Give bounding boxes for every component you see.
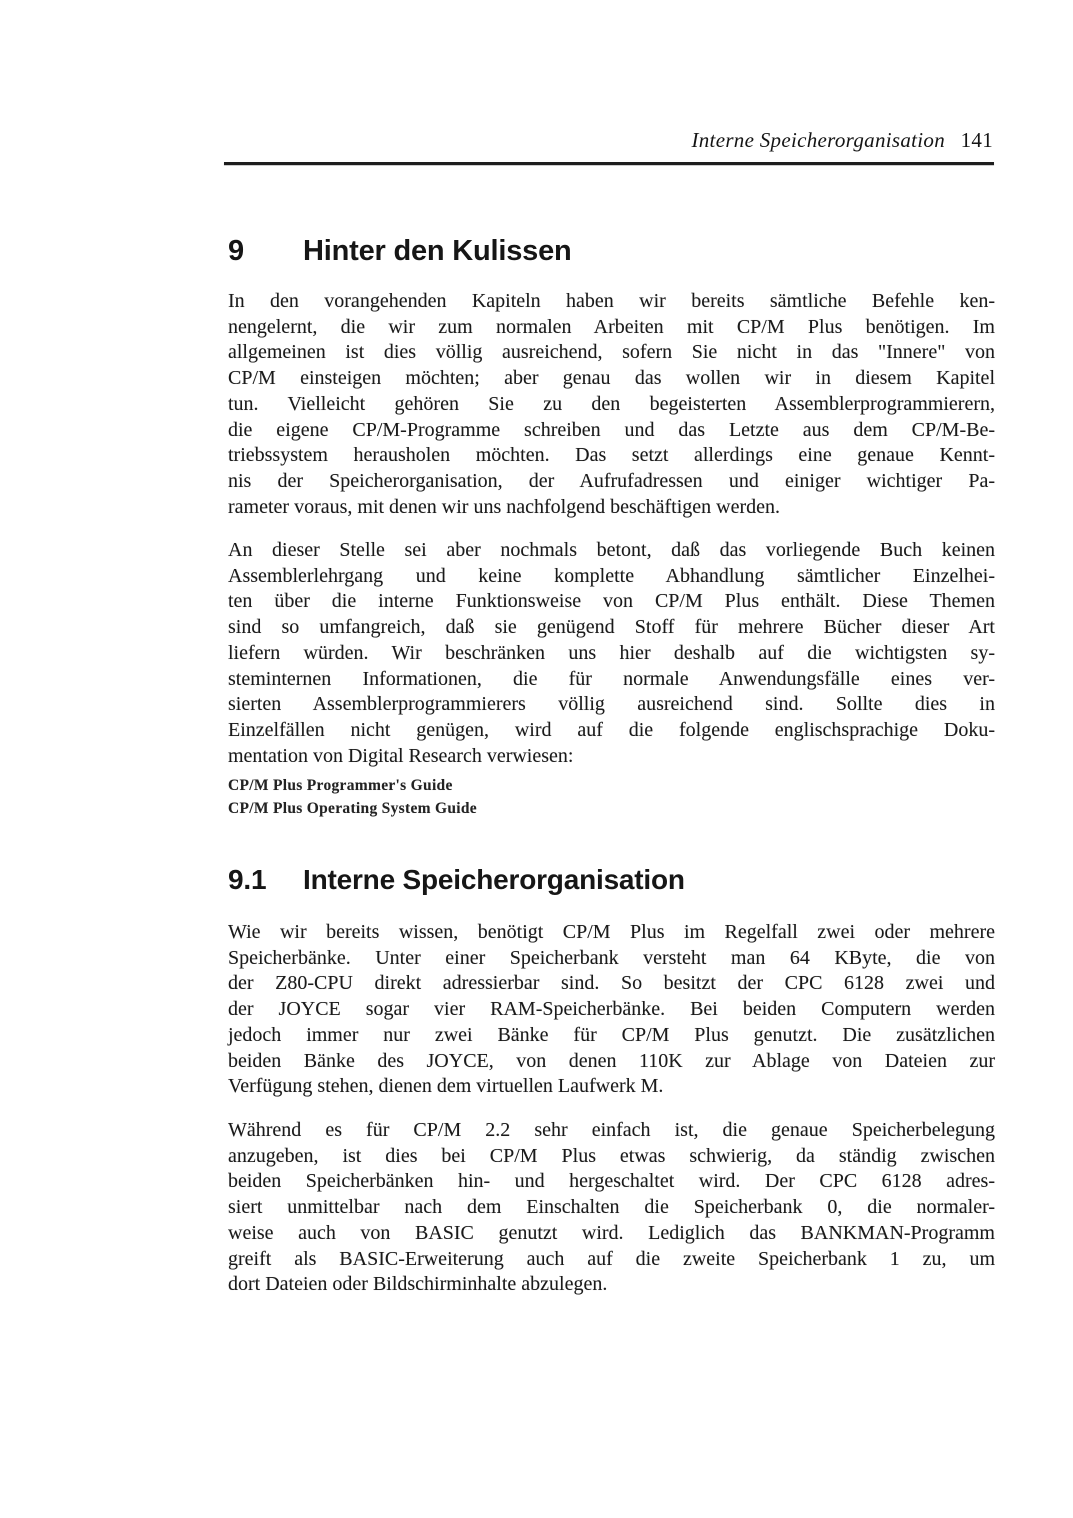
text-line: dort Dateien oder Bildschirminhalte abzulegen. xyxy=(228,1273,608,1296)
text-line: tun. Vielleicht gehören Sie zu den begeisterten Assemblerprogrammierern, xyxy=(228,392,995,415)
text-line: CP/M einsteigen möchten; aber genau das wollen wir in diesem Kapitel xyxy=(228,367,995,390)
text-line: Speicherbänke. Unter einer Speicherbank versteht man 64 KByte, die von xyxy=(228,946,995,969)
paragraph-bank-switching xyxy=(228,1118,995,1298)
section-number: 9.1 xyxy=(228,864,267,895)
text-line: sierten Assemblerprogrammierers völlig ausreichend sind. Sollte dies in xyxy=(228,693,995,716)
text-line: beiden Speicherbänken hin- und hergeschaltet wird. Der CPC 6128 adres- xyxy=(228,1170,995,1193)
text-line: liefern würden. Wir beschränken uns hier deshalb auf die wichtigsten sy- xyxy=(228,641,995,664)
reference-item: CP/M Plus Operating System Guide xyxy=(228,799,477,817)
text-line: die eigene CP/M-Programme schreiben und das Letzte aus dem CP/M-Be- xyxy=(228,418,995,441)
text-line: rameter voraus, mit denen wir uns nachfolgend beschäftigen werden. xyxy=(228,495,781,518)
chapter-heading xyxy=(228,235,998,268)
text-line: der JOYCE sogar vier RAM-Speicherbänke. Bei beiden Computern werden xyxy=(228,998,995,1021)
section-heading xyxy=(228,864,998,896)
running-header-title: Interne Speicherorganisation xyxy=(691,128,946,152)
text-line: Während es für CP/M 2.2 sehr einfach ist, die genaue Speicherbelegung xyxy=(228,1119,995,1141)
running-header xyxy=(224,128,993,153)
page-number: 141 xyxy=(960,128,993,152)
text-line: In den vorangehenden Kapiteln haben wir bereits sämtliche Befehle ken- xyxy=(228,290,995,312)
text-line: greift als BASIC-Erweiterung auch auf die zweite Speicherbank 1 zu, um xyxy=(228,1247,995,1270)
text-line: steminternen Informationen, die für normale Anwendungsfälle eines ver- xyxy=(228,667,995,690)
section-title: Interne Speicherorganisation xyxy=(303,864,685,895)
text-line: allgemeinen ist dies völlig ausreichend, sofern Sie nicht in das "Innere" von xyxy=(228,341,995,364)
text-line: jedoch immer nur zwei Bänke für CP/M Plus genutzt. Die zusätzlichen xyxy=(228,1023,995,1046)
text-line: der Z80-CPU direkt adressierbar sind. So besitzt der CPC 6128 zwei und xyxy=(228,972,995,995)
text-line: nis der Speicherorganisation, der Aufrufadressen und einiger wichtiger Pa- xyxy=(228,469,995,492)
text-line: Wie wir bereits wissen, benötigt CP/M Plus im Regelfall zwei oder mehrere xyxy=(228,921,995,943)
paragraph-intro xyxy=(228,289,995,520)
text-line: anzugeben, ist dies bei CP/M Plus etwas schwierig, da ständig zwischen xyxy=(228,1144,995,1167)
text-line: Einzelfällen nicht genügen, wird auf die folgende englischsprachige Doku- xyxy=(228,718,995,741)
reference-list xyxy=(228,775,995,820)
text-line: nengelernt, die wir zum normalen Arbeiten mit CP/M Plus benötigen. Im xyxy=(228,315,995,338)
text-line: siert unmittelbar nach dem Einschalten die Speicherbank 0, die normaler- xyxy=(228,1196,995,1219)
text-line: weise auch von BASIC genutzt wird. Lediglich das BANKMAN-Programm xyxy=(228,1221,995,1244)
text-line: An dieser Stelle sei aber nochmals betont, daß das vorliegende Buch keinen xyxy=(228,539,995,561)
text-line: mentation von Digital Research verwiesen: xyxy=(228,744,574,767)
text-line: Verfügung stehen, dienen dem virtuellen Laufwerk M. xyxy=(228,1075,664,1098)
reference-item: CP/M Plus Programmer's Guide xyxy=(228,777,453,794)
header-rule xyxy=(224,162,994,165)
text-line: beiden Bänke des JOYCE, von denen 110K zur Ablage von Dateien zur xyxy=(228,1049,995,1072)
text-line: sind so umfangreich, daß sie genügend Stoff für mehrere Bücher dieser Art xyxy=(228,616,995,639)
paragraph-memory-banks xyxy=(228,920,995,1100)
paragraph-disclaimer xyxy=(228,538,995,769)
chapter-number: 9 xyxy=(228,235,244,267)
text-line: triebssystem herausholen möchten. Das setzt allerdings eine genaue Kennt- xyxy=(228,444,995,467)
text-line: ten über die interne Funktionsweise von CP/M Plus enthält. Diese Themen xyxy=(228,590,995,613)
text-line: Assemblerlehrgang und keine komplette Abhandlung sämtlicher Einzelhei- xyxy=(228,564,995,587)
chapter-title: Hinter den Kulissen xyxy=(303,235,572,267)
